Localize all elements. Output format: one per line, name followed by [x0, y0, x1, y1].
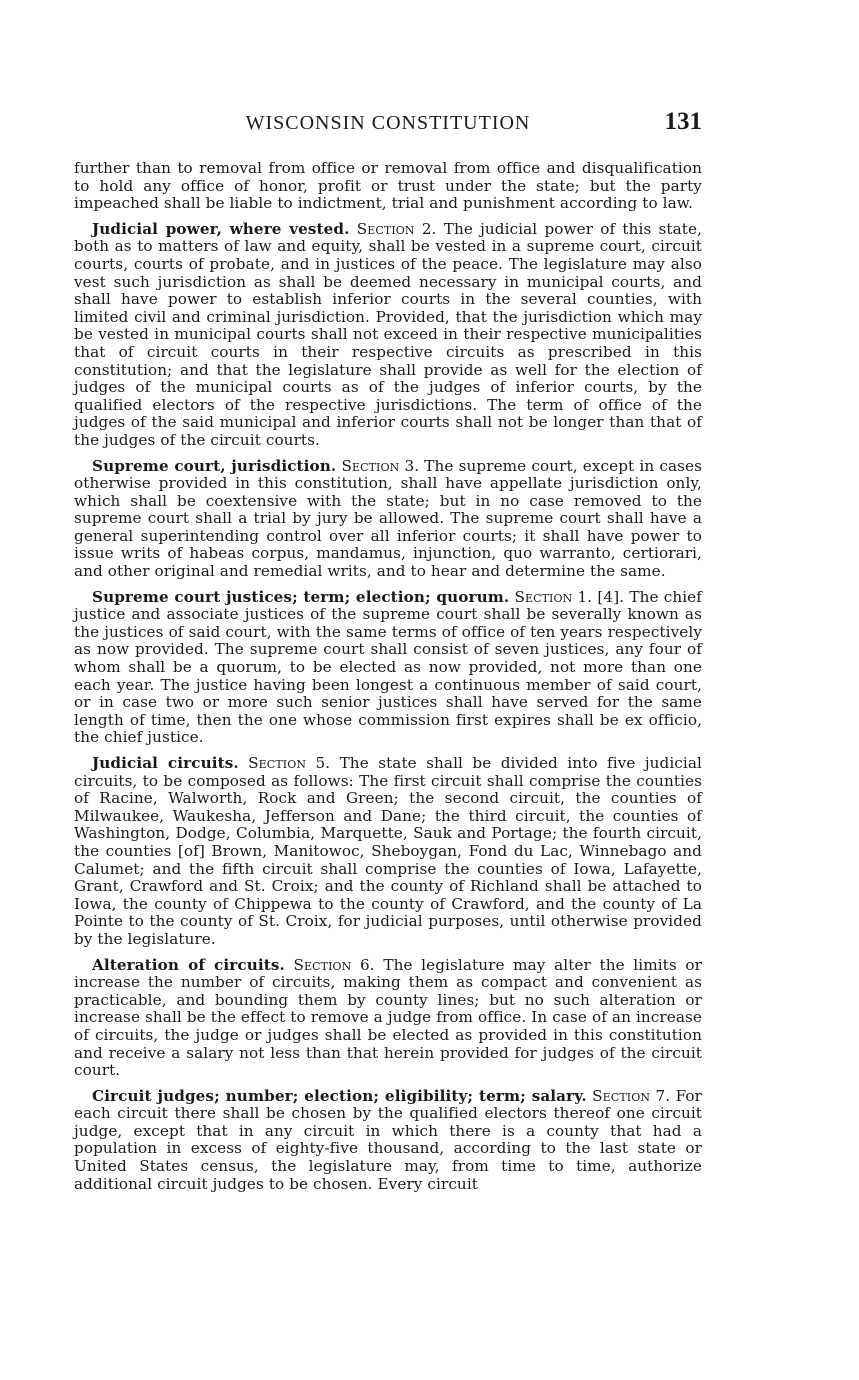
running-header [74, 108, 702, 142]
section-4-paragraph [74, 589, 702, 747]
document-page [74, 108, 702, 1201]
section-5-paragraph [74, 755, 702, 949]
section-heading: Judicial circuits. [92, 754, 239, 772]
section-heading: Alteration of circuits. [92, 955, 285, 974]
paragraph-text: The judicial power of this state, both as to matters of law and equity, shall be vested in a supreme court, circuit courts, courts of probate, and in justices of the peace. The legislature may also vest such jurisdiction as shall be deemed necessary in municipal courts, and shall have power to establish inferior courts in the several counties, with limited civil and criminal jurisdiction. Provided, that the jurisdiction which may be vested in municipal courts shall not exceed in their respective municipalities that of circuit courts in their respective circuits as prescribed in this constitution; and that the legislature shall provide as well for the election of judges of the municipal courts as of the judges of inferior courts, by the qualified electors of the respective jurisdictions. The term of office of the judges of the said municipal and inferior courts shall not be longer than that of the judges of the circuit courts. [74, 219, 703, 449]
paragraph-text: The chief justice and associate justices of the supreme court shall be severally known as the justices of said court, with the same terms of office of ten years respectively as now provided. The supreme court shall consist of seven justices, any four of whom shall be a quorum, to be elected as now provided, not more than one each year. The justice having been longest a continuous member of said court, or in case two or more such senior justices shall have served for the same length of time, then the one whose commission first expires shall be ex officio, the chief justice. [74, 587, 702, 747]
paragraph-text: For each circuit there shall be chosen by the qualified electors thereof one circuit judge, except that in any circuit in which there is a county that had a population in excess of eighty-five thousand, according to the last state or United States census, the legislature may, from time to time, authorize additional circuit judges to be chosen. Every circuit [74, 1086, 702, 1193]
section-6-paragraph [74, 957, 702, 1080]
paragraph-text: The supreme court, except in cases otherwise provided in this constitution, shall have appellate jurisdiction only, which shall be coextensive with the state; but in no case removed to the supreme court shall a trial by jury be allowed. The supreme court shall have a general superintending control over all inferior courts; it shall have power to issue writs of habeas corpus, mandamus, injunction, quo warranto, certiorari, and other original and remedial writs, and to hear and determine the same. [74, 456, 702, 581]
section-number: Section 3. [341, 456, 420, 475]
section-7-paragraph [74, 1088, 702, 1194]
page-number: 131 [664, 108, 702, 135]
section-3-paragraph [74, 458, 702, 581]
paragraph-continued [74, 160, 702, 213]
section-number: Section 6. [293, 955, 375, 974]
section-heading: Circuit judges; number; election; eligibility; term; salary. [92, 1086, 587, 1105]
paragraph-text: The legislature may alter the limits or increase the number of circuits, making them as compact and convenient as practicable, and bounding them by county lines; but no such alteration or increase shall be the effect to remove a judge from office. In case of an increase of circuits, the judge or judges shall be elected as provided in this constitution and receive a salary not less than that herein provided for judges of the circuit court. [74, 955, 702, 1080]
section-number: Section 7. [592, 1086, 671, 1105]
section-number: Section 5. [248, 754, 331, 772]
page-title: WISCONSIN CONSTITUTION [245, 112, 531, 134]
section-number: Section 2. [356, 219, 437, 238]
section-number: Section 1. [4]. [514, 587, 625, 606]
section-heading: Supreme court, jurisdiction. [92, 456, 337, 475]
paragraph-text: further than to removal from office or removal from office and disqualification to hold any office of honor, profit or trust under the state; but the party impeached shall be liable to indictment, trial and punishment according to law. [74, 159, 702, 213]
paragraph-text: The state shall be divided into five judicial circuits, to be composed as follows: The first circuit shall comprise the counties of Racine, Walworth, Rock and Green; the second circuit, the counties of Milwaukee, Waukesha, Jefferson and Dane; the third circuit, the counties of Washington, Dodge, Columbia, Marquette, Sauk and Portage; the fourth circuit, the counties [of] Brown, Manitowoc, Sheboygan, Fond du Lac, Winnebago and Calumet; and the fifth circuit shall comprise the counties of Iowa, Lafayette, Grant, Crawford and St. Croix; and the county of Richland shall be attached to Iowa, the county of Chippewa to the county of Crawford, and the county of La Pointe to the county of St. Croix, for judicial purposes, until otherwise provided by the legislature. [74, 754, 702, 948]
section-2-paragraph [74, 221, 702, 450]
section-heading: Judicial power, where vested. [92, 219, 350, 238]
section-heading: Supreme court justices; term; election; quorum. [92, 587, 510, 606]
body-text [74, 160, 702, 1193]
